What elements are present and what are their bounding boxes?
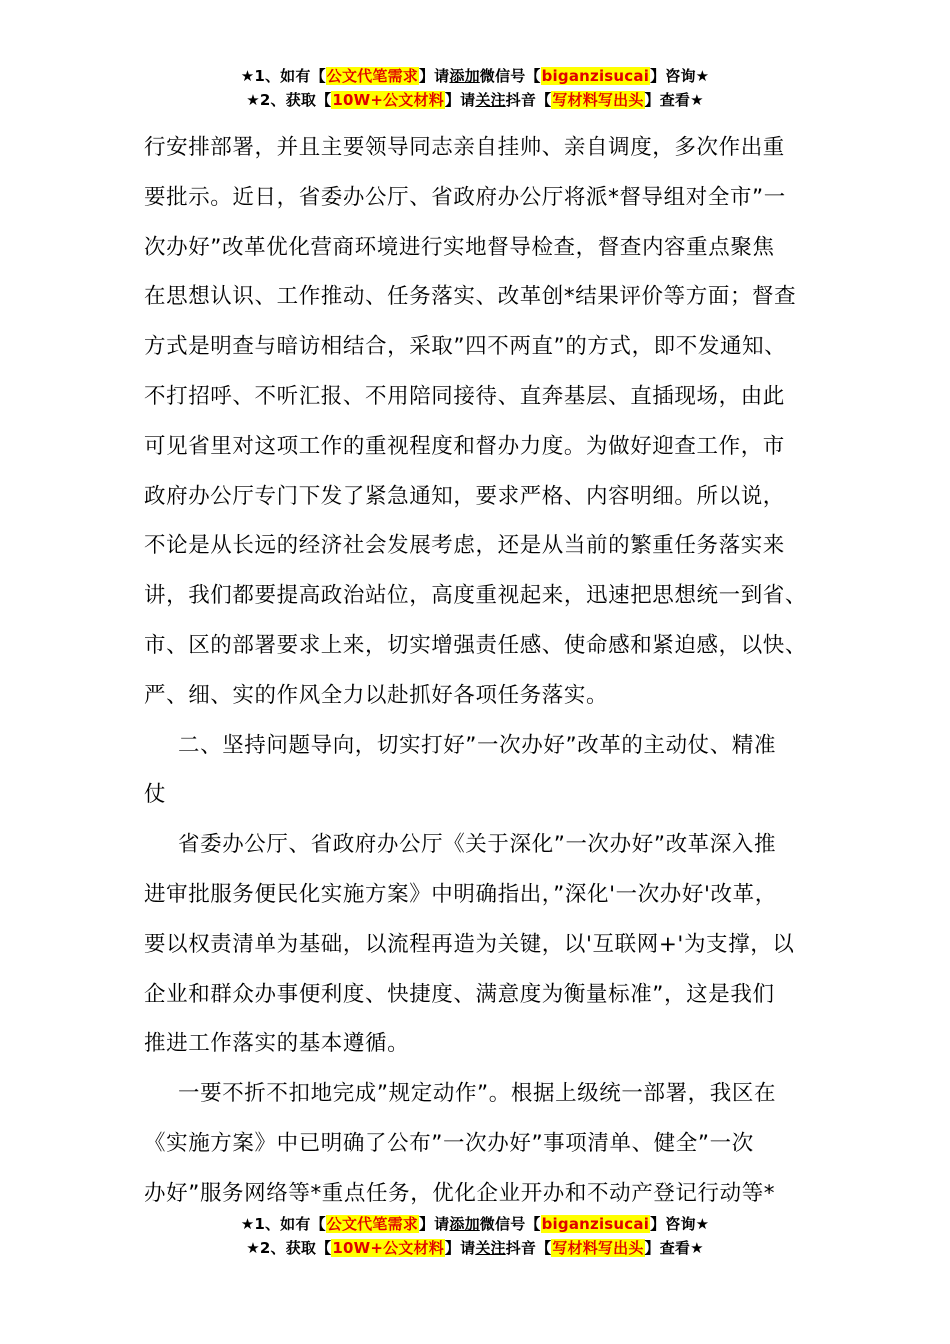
- body-line: 讲，我们都要提高政治站位，高度重视起来，迅速把思想统一到省、: [144, 583, 808, 609]
- banner-text: ★1、如有【: [240, 67, 326, 85]
- banner-text: 】咨询★: [650, 1215, 710, 1233]
- banner-text: 】查看★: [644, 91, 704, 109]
- body-line: 政府办公厅专门下发了紧急通知，要求严格、内容明细。所以说，: [144, 483, 785, 509]
- banner-highlight: biganzisucai: [541, 1215, 650, 1233]
- body-line: 方式是明查与暗访相结合，采取”四不两直”的方式，即不发通知、: [144, 334, 787, 360]
- banner-highlight: 10W+公文材料: [332, 1239, 444, 1257]
- banner-highlight: 公文代笔需求: [326, 1215, 418, 1233]
- body-line: 办好”服务网络等*重点任务，优化企业开办和不动产登记行动等*: [144, 1180, 776, 1206]
- banner-underlined: 关注: [475, 91, 506, 109]
- banner-line-1: [0, 1212, 950, 1236]
- banner-text: 】请: [444, 91, 476, 109]
- body-line: 在思想认识、工作推动、任务落实、改革创*结果评价等方面；督查: [144, 284, 797, 310]
- banner-line-2: [0, 88, 950, 112]
- body-line: 一要不折不扣地完成”规定动作”。根据上级统一部署，我区在: [178, 1081, 777, 1107]
- banner-text: ★1、如有【: [240, 1215, 326, 1233]
- banner-text: 】咨询★: [650, 67, 710, 85]
- document-body: [144, 123, 824, 1219]
- body-line: 《实施方案》中已明确了公布”一次办好”事项清单、健全”一次: [144, 1130, 754, 1156]
- body-line: 不打招呼、不听汇报、不用陪同接待、直奔基层、直插现场，由此: [144, 383, 785, 409]
- banner-text: 】查看★: [644, 1239, 704, 1257]
- banner-line-2: [0, 1236, 950, 1260]
- banner-text: ★2、获取【: [246, 91, 332, 109]
- body-line: 行安排部署，并且主要领导同志亲自挂帅、亲自调度，多次作出重: [144, 135, 785, 160]
- header-banner: [0, 64, 950, 112]
- banner-highlight: 10W+公文材料: [332, 91, 444, 109]
- section-heading-continued: 仗: [144, 782, 167, 808]
- banner-underlined: 关注: [475, 1239, 506, 1257]
- banner-highlight: 公文代笔需求: [326, 67, 418, 85]
- banner-highlight: 写材料写出头: [552, 91, 644, 109]
- banner-text: 抖音【: [505, 1239, 552, 1257]
- body-line: 省委办公厅、省政府办公厅《关于深化”一次办好”改革深入推: [178, 832, 777, 858]
- banner-underlined: 添加: [449, 1215, 480, 1233]
- body-line: 进审批服务便民化实施方案》中明确指出，”深化'一次办好'改革，: [144, 881, 777, 907]
- body-line: 企业和群众办事便利度、快捷度、满意度为衡量标准”，这是我们: [144, 981, 775, 1007]
- body-line: 要批示。近日，省委办公厅、省政府办公厅将派*督导组对全市”一: [144, 184, 786, 210]
- banner-text: 抖音【: [505, 91, 552, 109]
- banner-highlight: biganzisucai: [541, 67, 650, 85]
- body-line: 次办好”改革优化营商环境进行实地督导检查，督查内容重点聚焦: [144, 234, 775, 260]
- body-line: 推进工作落实的基本遵循。: [144, 1031, 410, 1057]
- banner-text: 】请: [418, 1215, 450, 1233]
- body-line: 可见省里对这项工作的重视程度和督办力度。为做好迎查工作，市: [144, 433, 785, 459]
- body-line: 市、区的部署要求上来，切实增强责任感、使命感和紧迫感，以快、: [144, 632, 808, 658]
- body-line: 严、细、实的作风全力以赴抓好各项任务落实。: [144, 682, 609, 708]
- banner-highlight: 写材料写出头: [552, 1239, 644, 1257]
- body-line: 要以权责清单为基础，以流程再造为关键，以'互联网+'为支撑，以: [144, 931, 795, 957]
- banner-text: 】请: [444, 1239, 476, 1257]
- section-heading: 二、坚持问题导向，切实打好”一次办好”改革的主动仗、精准: [178, 732, 777, 758]
- banner-text: 】请: [418, 67, 450, 85]
- banner-text: 微信号【: [479, 1215, 541, 1233]
- banner-text: ★2、获取【: [246, 1239, 332, 1257]
- banner-text: 微信号【: [479, 67, 541, 85]
- banner-underlined: 添加: [449, 67, 480, 85]
- footer-banner: [0, 1212, 950, 1260]
- body-line: 不论是从长远的经济社会发展考虑，还是从当前的繁重任务落实来: [144, 533, 785, 559]
- banner-line-1: [0, 64, 950, 88]
